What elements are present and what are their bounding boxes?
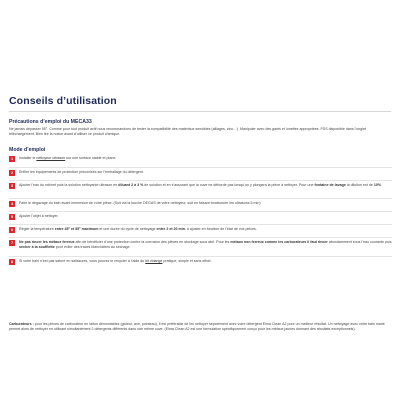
ultrasonic-cleaner-link[interactable]: nettoyeur ultrason — [36, 156, 66, 160]
steps-list — [9, 155, 392, 269]
title-divider — [9, 111, 391, 112]
step-text: Ne pas rincer les métaux ferreux afin de bénéficier d’une protection contre la corrosion des pièces en stockage sous abri. Pour les métaux non ferreux comme les carburateurs il faut rincer abondamment sous l’eau courante puis sécher à la soufflette pour éviter des traces blanchâtres au séchage. — [19, 239, 392, 249]
step-number: 6 — [10, 227, 14, 232]
step-5 — [9, 212, 392, 225]
mode-heading: Mode d’emploi — [9, 147, 46, 153]
precautions-heading: Précautions d’emploi du MECA33 — [9, 119, 92, 125]
step-number: 1 — [10, 157, 14, 161]
step-number: 7 — [10, 240, 14, 245]
step-text: Installer le nettoyeur ultrason sur une surface stable et plane. — [19, 156, 117, 160]
step-text: Ajouter l’eau du robinet puis la solution nettoyante ultrason en diluant 2 à 3 % de solution et en s’assurant que la cuve ne déborde pas lorsqu’on y plongera la pièce à nettoyer. Pour une fontaine de lavage la dilution est de 10%. — [19, 182, 383, 187]
step-7 — [9, 238, 392, 257]
step-number: 2 — [10, 171, 14, 175]
precautions-text: Ne jamais dépasser 55°. Comme pour tout produit actif nous recommandons de tester la compatibilité des matériaux sensibles (alliages, zinc…). Manipuler avec des gants et lunettes appropriées. FDS disponible dans l’onglet téléchargement. Bien lire la notice avant d’utiliser ce produit chimique. — [9, 127, 367, 137]
page-title: Conseils d’utilisation — [9, 95, 117, 107]
drain-kit-link[interactable]: kit vidange — [145, 258, 163, 263]
step-4 — [9, 199, 392, 212]
step-6 — [9, 225, 392, 238]
step-text: Faire le dégazage du bain avant immersion de votre pièce. (Soit via la touche DEGAS de votre nettoyeur, soit en faisant fonctionner les ultrasons 5 min) — [19, 200, 261, 205]
step-number: 8 — [10, 259, 14, 264]
carburetor-note: Carburateurs : pour les pièces de carburateur en laiton démontables (gicleur, axe, pointeau), il est préférable de les nettoyer séparément avec votre détergent Elma Clean A2 pour un meilleur résultat. Un nettoyage avec votre bain marie permet alors de nettoyer en utilisant simultanément 2 détergents différents dans une même cuve. (Elma Clean A2 est une formulation spécifiquement conçu pour les métaux jaunes donnant des résultats exceptionnels). — [9, 322, 385, 332]
step-3 — [9, 181, 392, 199]
step-number: 3 — [10, 183, 14, 188]
step-number: 4 — [10, 201, 14, 206]
step-8 — [9, 257, 392, 269]
step-text: Enfiler les équipements de protection préconisés sur l’emballage du détergent. — [19, 170, 144, 174]
step-number: 5 — [10, 214, 14, 219]
step-2 — [9, 168, 392, 181]
step-text: Si votre bain n’est pas saturé en salissures, vous pouvez le recycler à l’aide du kit vidange pratique, simple et sans effort. — [19, 258, 212, 263]
step-text: Ajouter l’objet à nettoyer. — [19, 213, 59, 218]
step-text: Régler la température entre 45° et 55° maximum et une durée du cycle de nettoyage entre 2 et 20 min. à ajuster en fonction de l’état de vos pièces. — [19, 226, 257, 231]
step-1 — [9, 155, 392, 168]
